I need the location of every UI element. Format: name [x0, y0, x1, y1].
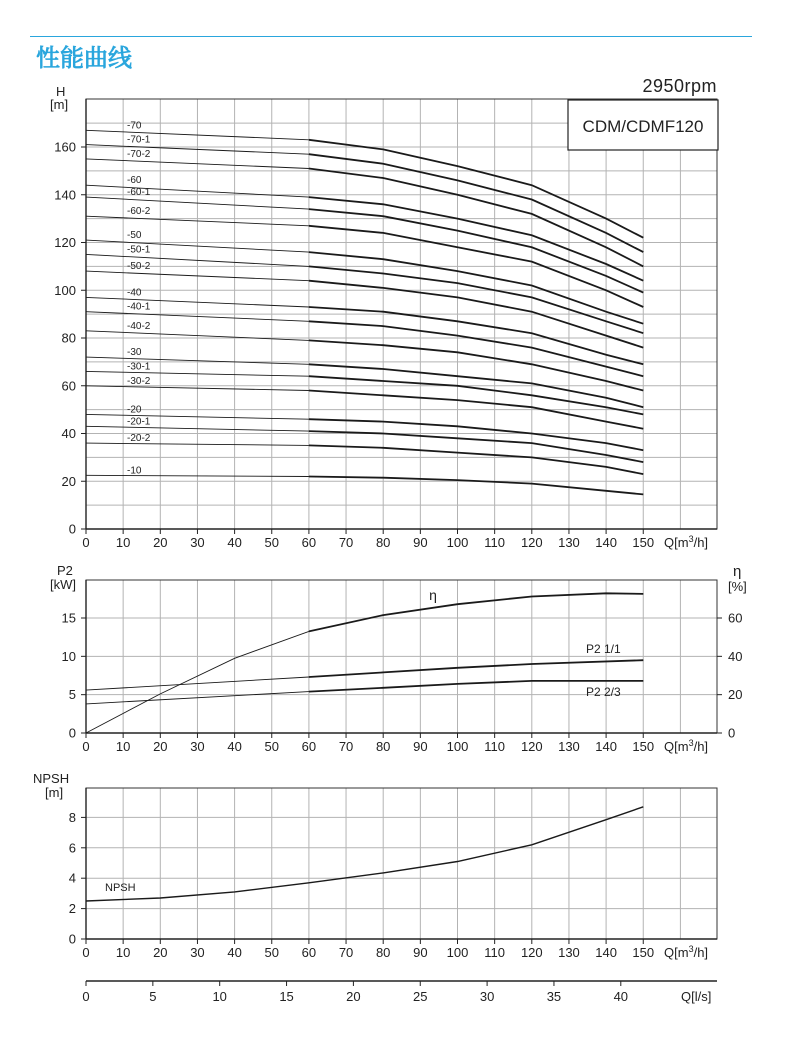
- head-curve-label: -30-2: [127, 375, 151, 387]
- y-right-axis-unit: [%]: [728, 579, 747, 594]
- y-tick-label: 60: [61, 378, 76, 394]
- x-tick-label: 150: [632, 739, 655, 754]
- x-tick-label: 60: [301, 945, 317, 960]
- head-curve-label: -40-1: [127, 301, 151, 313]
- y-tick-label: 100: [54, 282, 76, 298]
- npsh-curve-label: NPSH: [105, 882, 136, 894]
- x-tick-label: 110: [484, 739, 506, 754]
- flow-ls-axis: [82, 981, 717, 1004]
- flow-axis-tick-label: 20: [346, 989, 361, 1004]
- x-tick-label: 0: [82, 945, 90, 960]
- x-tick-label: 70: [338, 945, 354, 960]
- x-tick-label: 100: [446, 945, 469, 960]
- y-tick-label: 0: [68, 931, 76, 947]
- y-tick-label: 140: [54, 187, 76, 203]
- x-tick-label: 90: [413, 739, 428, 754]
- x-tick-label: 110: [484, 945, 506, 960]
- x-tick-label: 150: [632, 945, 655, 960]
- x-tick-label: 10: [115, 945, 131, 960]
- y-right-axis-title: η: [733, 563, 742, 580]
- flow-axis-tick-label: 40: [613, 989, 629, 1004]
- head-chart: [50, 84, 717, 550]
- y-tick-label: 8: [68, 809, 76, 825]
- x-tick-label: 70: [338, 739, 354, 754]
- y-axis-unit: [m]: [45, 785, 64, 800]
- y-axis-title: P2: [57, 563, 73, 578]
- head-curve-label: -70-2: [127, 148, 151, 160]
- y-tick-label: 4: [68, 870, 76, 886]
- x-tick-label: 10: [115, 535, 131, 550]
- head-curve-label: -40-2: [127, 320, 151, 332]
- plot-frame: [86, 788, 717, 939]
- x-tick-label: 150: [632, 535, 655, 550]
- x-tick-label: 130: [558, 945, 580, 960]
- head-curve-label: -30: [127, 347, 142, 359]
- x-tick-label: 30: [190, 535, 205, 550]
- x-tick-label: 20: [153, 945, 168, 960]
- x-tick-label: 20: [153, 739, 168, 754]
- x-tick-label: 50: [264, 535, 279, 550]
- head-curve-label: -50-2: [127, 261, 151, 273]
- x-tick-label: 50: [264, 945, 279, 960]
- x-tick-label: 140: [595, 945, 617, 960]
- x-tick-label: 50: [264, 739, 279, 754]
- y-tick-label: 0: [68, 725, 76, 741]
- y-axis-unit: [kW]: [50, 577, 76, 592]
- head-curve-label: -70-1: [127, 134, 151, 146]
- x-tick-label: 60: [301, 535, 317, 550]
- x-axis-title: $Q[m^3/h]$: [664, 534, 709, 550]
- head-curve: [309, 477, 643, 495]
- y-tick-label: 0: [68, 521, 76, 537]
- flow-axis-title: Q[l/s]: [681, 989, 712, 1004]
- power-chart: [50, 563, 747, 754]
- head-curve-low-flow: [86, 475, 309, 476]
- head-curve-label: -50: [127, 230, 142, 242]
- flow-axis-tick-label: 5: [149, 989, 157, 1004]
- x-tick-label: 100: [446, 535, 469, 550]
- head-curve: [309, 197, 643, 281]
- head-curve-label: -30-1: [127, 361, 151, 373]
- speed-label: 2950rpm: [642, 76, 717, 96]
- x-tick-label: 130: [558, 739, 580, 754]
- efficiency-curve: [309, 593, 643, 631]
- model-label: CDM/CDMF120: [582, 117, 704, 136]
- head-curve-label: -10: [127, 465, 142, 477]
- x-tick-label: 130: [558, 535, 580, 550]
- x-tick-label: 90: [413, 535, 428, 550]
- head-curve-label: -40: [127, 287, 142, 299]
- flow-axis-tick-label: 0: [82, 989, 90, 1004]
- chart-header: [568, 76, 718, 150]
- npsh-chart: [33, 771, 717, 960]
- flow-axis-tick-label: 30: [479, 989, 495, 1004]
- x-tick-label: 80: [375, 945, 391, 960]
- head-curve: [309, 340, 643, 390]
- power-curve-full: [309, 660, 643, 677]
- x-tick-label: 40: [227, 535, 242, 550]
- x-tick-label: 120: [520, 945, 543, 960]
- x-tick-label: 60: [301, 739, 317, 754]
- y-axis-unit: [m]: [50, 97, 69, 112]
- head-curve-label: -60-1: [127, 187, 151, 199]
- y-tick-label: 120: [54, 235, 76, 250]
- head-curve: [309, 266, 643, 333]
- y-axis-title: H: [56, 84, 66, 99]
- x-tick-label: 10: [115, 739, 131, 754]
- y-tick-label: 6: [68, 840, 76, 856]
- head-curve: [309, 419, 643, 450]
- flow-axis-tick-label: 15: [279, 989, 294, 1004]
- x-tick-label: 80: [375, 739, 391, 754]
- x-tick-label: 40: [227, 945, 242, 960]
- y-tick-label: 80: [61, 330, 76, 346]
- head-curve-label: -70: [127, 120, 142, 132]
- y-axis-title: NPSH: [33, 771, 70, 786]
- efficiency-curve-label: η: [429, 587, 437, 603]
- x-tick-label: 140: [595, 739, 617, 754]
- page-title: 性能曲线: [36, 44, 132, 72]
- head-curve-label: -20-2: [127, 433, 151, 445]
- y-right-tick-label: 20: [728, 687, 743, 703]
- flow-axis-tick-label: 35: [546, 989, 562, 1004]
- y-tick-label: 20: [61, 473, 76, 489]
- x-tick-label: 20: [153, 535, 168, 550]
- x-tick-label: 30: [190, 945, 205, 960]
- head-curve-label: -20: [127, 404, 142, 416]
- flow-axis-tick-label: 25: [413, 989, 428, 1004]
- head-curve-label: -20-1: [127, 416, 151, 428]
- head-curve: [309, 445, 643, 474]
- y-right-tick-label: 40: [728, 648, 743, 664]
- y-tick-label: 10: [61, 648, 76, 664]
- x-tick-label: 100: [446, 739, 469, 754]
- x-tick-label: 70: [338, 535, 354, 550]
- y-right-tick-label: 0: [728, 725, 736, 741]
- head-curve: [309, 252, 643, 324]
- x-tick-label: 90: [413, 945, 428, 960]
- head-curve-label: -50-1: [127, 244, 151, 256]
- power-curve-full-label: P2 1/1: [586, 642, 621, 656]
- head-curve-label: -60: [127, 175, 142, 187]
- x-tick-label: 80: [375, 535, 391, 550]
- x-tick-label: 0: [82, 739, 90, 754]
- head-curve: [309, 154, 643, 252]
- x-axis-title: $Q[m^3/h]$: [664, 944, 709, 960]
- y-tick-label: 2: [68, 901, 76, 917]
- y-tick-label: 160: [54, 139, 76, 155]
- x-tick-label: 110: [484, 535, 506, 550]
- y-tick-label: 40: [61, 426, 76, 441]
- x-tick-label: 0: [82, 535, 90, 550]
- y-right-tick-label: 60: [728, 610, 743, 626]
- x-tick-label: 30: [190, 739, 205, 754]
- head-curve-label: -60-2: [127, 206, 151, 218]
- y-tick-label: 5: [68, 687, 76, 703]
- x-tick-label: 120: [520, 739, 543, 754]
- npsh-curve: [86, 807, 643, 901]
- power-curve-two-thirds-label: P2 2/3: [586, 685, 621, 699]
- x-tick-label: 140: [595, 535, 617, 550]
- y-tick-label: 15: [61, 610, 76, 626]
- flow-axis-tick-label: 10: [212, 989, 227, 1004]
- x-tick-label: 120: [520, 535, 543, 550]
- x-axis-title: $Q[m^3/h]$: [664, 738, 709, 754]
- x-tick-label: 40: [227, 739, 242, 754]
